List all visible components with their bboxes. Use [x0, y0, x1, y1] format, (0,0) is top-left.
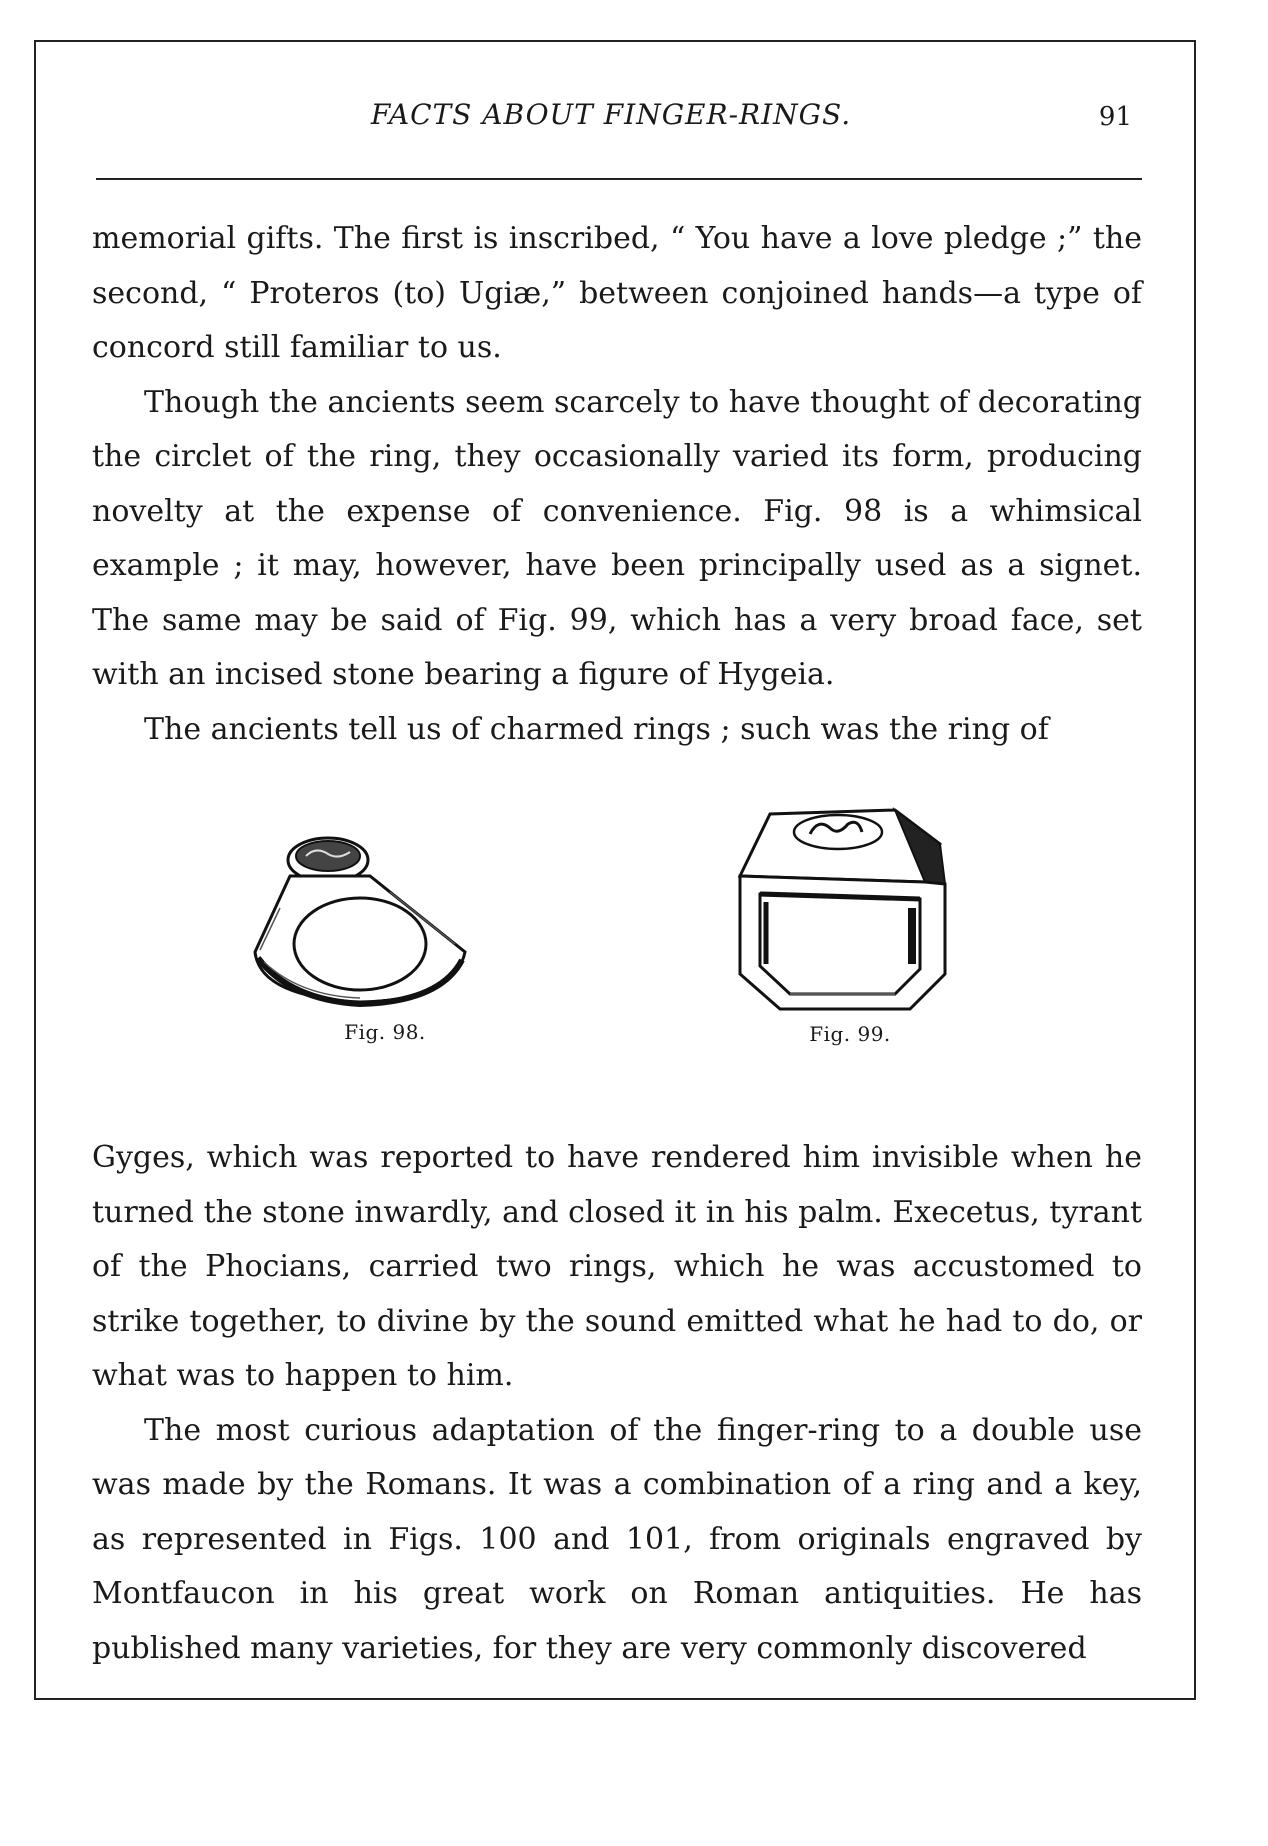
figure-caption: Fig. 98. [344, 1020, 426, 1044]
figure-caption: Fig. 99. [809, 1022, 891, 1046]
paragraph: The ancients tell us of charmed rings ; such was the ring of [144, 711, 1049, 747]
paragraph: Though the ancients seem scarcely to have thought of decorating the circlet of the ring, they occasionally varied its form, producing novelty at the expense of convenience. Fig. 98 is a whimsical example ; it may, however, have been principally used as a signet. The same may be said of Fig. 99, which has a very broad face, set with an incised stone bearing a figure of Hygeia. [92, 384, 1142, 692]
figure-98 [250, 812, 520, 1044]
running-title: FACTS ABOUT FINGER-RINGS. [370, 98, 852, 131]
text-block-bottom [92, 1131, 1142, 1676]
text-block-top [92, 212, 1142, 757]
ring-illustration-fig98 [250, 812, 520, 1012]
paragraph: memorial gifts. The first is inscribed, “ You have a love pledge ;” the second, “ Proteros (to) Ugiæ,” between conjoined hands—a type of concord still familiar to us. [92, 221, 1142, 365]
paragraph: The most curious adaptation of the finger-ring to a double use was made by the Romans. It was a combination of a ring and a key, as represented in Figs. 100 and 101, from originals engraved by Montfaucon in his great work on Roman antiquities. He has published many varieties, for they are very commonly discovered [92, 1412, 1142, 1666]
paragraph: Gyges, which was reported to have rendered him invisible when he turned the stone inwardly, and closed it in his palm. Execetus, tyrant of the Phocians, carried two rings, which he was accustomed to strike together, to divine by the sound emitted what he had to do, or what was to happen to him. [92, 1140, 1142, 1393]
header-rule [96, 178, 1142, 180]
ring-illustration-fig99 [730, 804, 970, 1014]
page-number: 91 [1098, 102, 1132, 132]
figure-99 [730, 804, 970, 1046]
running-head [96, 98, 1132, 138]
